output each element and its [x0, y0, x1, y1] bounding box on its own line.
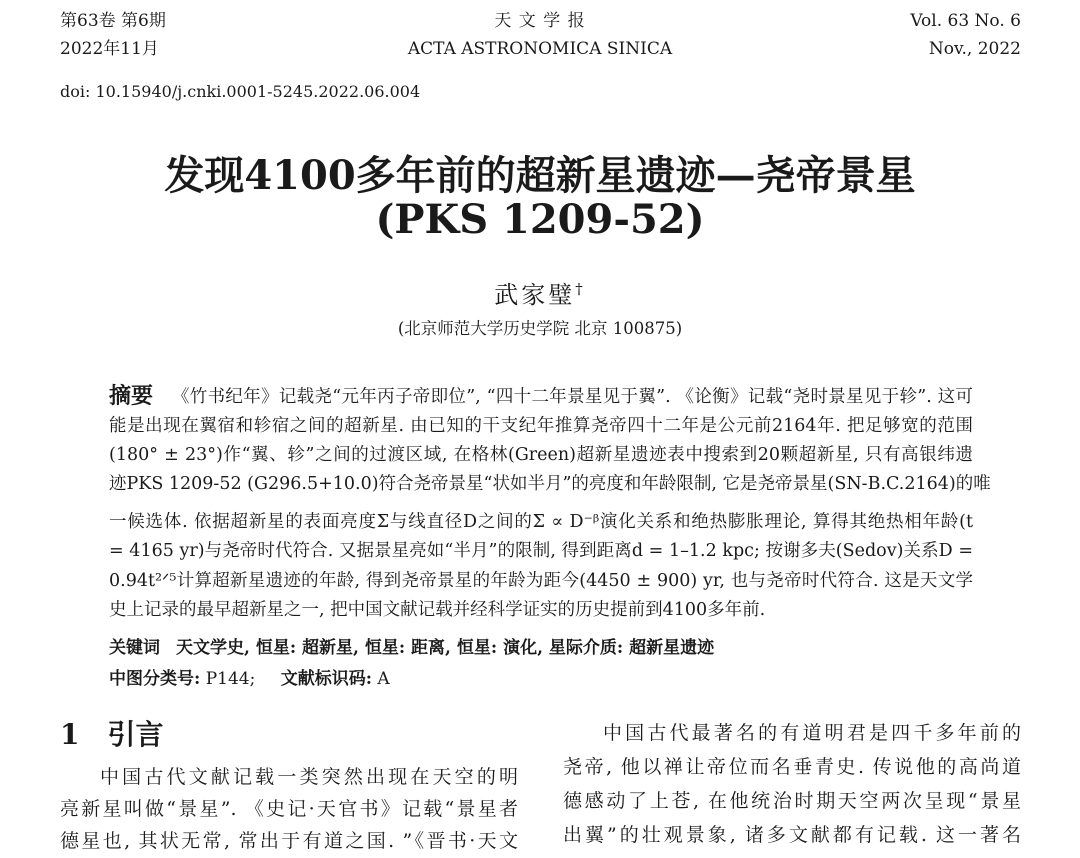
- journal-date: 2022年11月: [60, 39, 159, 59]
- paper-title-line2: (PKS 1209-52): [375, 196, 705, 243]
- journal-name-en: ACTA ASTRONOMICA SINICA: [407, 39, 673, 59]
- paper-title-line1: 发现4100多年前的超新星遗迹—尧帝景星: [164, 152, 916, 199]
- abstract-line-5: 一候选体. 依据超新星的表面亮度Σ与线直径D之间的Σ ∝ D⁻ᵝ演化关系和绝热膨胀理论, 算得其绝热相年龄(t: [109, 512, 973, 532]
- classification: [109, 667, 390, 691]
- body-right-line-4: 出翼”的壮观景象, 诸多文献都有记载. 这一著名: [563, 824, 1021, 846]
- body-left-line-2: 亮新星叫做“景星”. 《史记·天官书》记载“景星者: [60, 798, 518, 820]
- journal-name-cn: 天 文 学 报: [494, 11, 586, 31]
- body-right-line-2: 尧帝, 他以禅让帝位而名垂青史. 传说他的高尚道: [563, 756, 1021, 778]
- doc-code-label: 文献标识码:: [280, 669, 372, 689]
- journal-volume: Vol. 63 No. 6: [910, 11, 1021, 31]
- clc-value: P144;: [205, 669, 256, 689]
- abstract-line-1: 《竹书纪年》记载尧“元年丙子帝即位”, “四十二年景星见于翼”. 《论衡》记载“尧时景星见于轸”. 这可: [172, 387, 973, 407]
- abstract-line-3: (180° ± 23°)作“翼、轸”之间的过渡区域, 在格林(Green)超新星遗迹表中搜索到20颗超新星, 只有高银纬遗: [109, 445, 973, 465]
- author: [0, 274, 1080, 310]
- body-left-line-3: 德星也, 其状无常, 常出于有道之国. ”《晋书·天文: [60, 830, 518, 852]
- journal-issue: 第63卷 第6期: [60, 11, 166, 31]
- keywords-text: 天文学史, 恒星: 超新星, 恒星: 距离, 恒星: 演化, 星际介质: 超新星遗迹: [176, 638, 715, 658]
- section-number: 1: [60, 718, 80, 751]
- body-right-line-1: 中国古代最著名的有道明君是四千多年前的: [603, 722, 1021, 744]
- clc-label: 中图分类号:: [109, 669, 201, 689]
- keywords: [109, 636, 714, 660]
- abstract-label: 摘要: [109, 383, 154, 409]
- author-mark: †: [575, 280, 586, 298]
- abstract-line-7: 0.94t²ᐟ⁵计算超新星遗迹的年龄, 得到尧帝景星的年龄为距今(4450 ± 900) yr, 也与尧帝时代符合. 这是天文学: [109, 571, 973, 591]
- journal-month: Nov., 2022: [928, 39, 1021, 59]
- keywords-label: 关键词: [109, 638, 160, 658]
- abstract-line-6: = 4165 yr)与尧帝时代符合. 又据景星亮如“半月”的限制, 得到距离d = 1–1.2 kpc; 按谢多夫(Sedov)关系D =: [109, 541, 973, 561]
- affiliation: (北京师范大学历史学院 北京 100875): [397, 319, 683, 338]
- body-left-line-1: 中国古代文献记载一类突然出现在天空的明: [100, 766, 518, 788]
- author-name: 武家璧: [494, 281, 576, 309]
- abstract-line-4: 迹PKS 1209-52 (G296.5+10.0)符合尧帝景星“状如半月”的亮度和年龄限制, 它是尧帝景星(SN-B.C.2164)的唯: [109, 474, 991, 494]
- abstract-line-2: 能是出现在翼宿和轸宿之间的超新星. 由已知的干支纪年推算尧帝四十二年是公元前2164年. 把足够宽的范围: [109, 416, 973, 436]
- abstract-line-8: 史上记录的最早超新星之一, 把中国文献记载并经科学证实的历史提前到4100多年前.: [109, 600, 766, 620]
- doc-code-value: A: [377, 669, 390, 689]
- section-heading: [60, 718, 164, 752]
- section-title: 引言: [107, 718, 164, 751]
- doi[interactable]: doi: 10.15940/j.cnki.0001-5245.2022.06.004: [60, 82, 421, 101]
- body-right-line-3: 德感动了上苍, 在他统治时期天空两次呈现“景星: [563, 790, 1021, 812]
